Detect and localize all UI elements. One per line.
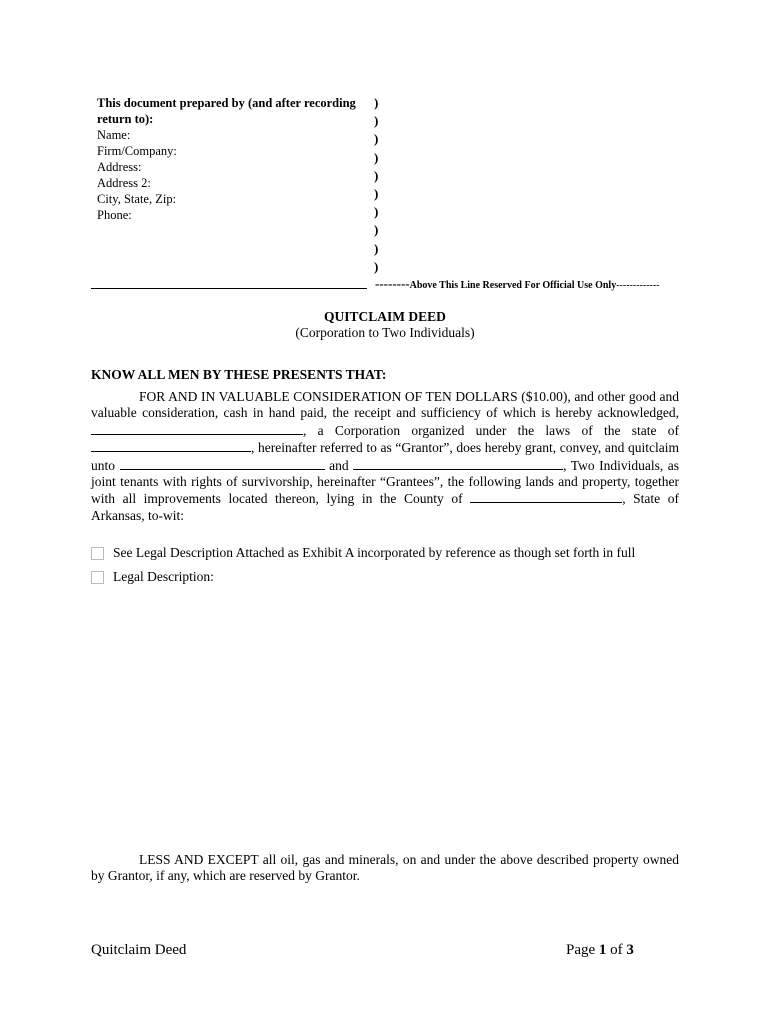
official-use-notice xyxy=(375,276,660,292)
consideration-text-3: , hereinafter referred to as “Grantor”, does hereby grant, convey, and quitclaim unto xyxy=(91,440,679,473)
legal-description-checkbox[interactable] xyxy=(91,571,104,584)
county-blank[interactable] xyxy=(470,490,622,503)
consideration-text-1: FOR AND IN VALUABLE CONSIDERATION OF TEN DOLLARS ($10.00), and other good and valuable consideration, cash in hand paid, the receipt and sufficiency of which is hereby acknowledged, xyxy=(91,389,679,421)
page-total: 3 xyxy=(626,942,634,958)
paren: ) xyxy=(374,186,379,202)
consideration-paragraph xyxy=(91,389,679,524)
paren: ) xyxy=(374,258,379,274)
paren: ) xyxy=(374,149,379,165)
preparer-firm-label: Firm/Company: xyxy=(97,144,177,158)
page-subtitle: (Corporation to Two Individuals) xyxy=(295,325,475,340)
preparer-phone-label: Phone: xyxy=(97,208,132,222)
paren-column xyxy=(374,94,384,276)
preparer-block xyxy=(97,95,369,223)
exhibit-option-row xyxy=(91,545,635,561)
official-use-text: Above This Line Reserved For Official Use Only xyxy=(409,280,617,291)
page-title: QUITCLAIM DEED xyxy=(324,309,446,324)
paren: ) xyxy=(374,113,379,129)
page-of: of xyxy=(610,942,623,958)
consideration-text-6: , State of Arkansas, to-wit: xyxy=(91,491,679,523)
recording-divider-line xyxy=(91,288,367,289)
consideration-text-5: , Two Individuals, as joint tenants with rights of survivorship, hereinafter “Grantees”, the following lands and property, together with all improvements located thereon, lying in the County of xyxy=(91,457,679,507)
legal-description-label: Legal Description: xyxy=(113,569,214,584)
paren: ) xyxy=(374,131,379,147)
dashes-right: ------------- xyxy=(616,280,660,291)
paren: ) xyxy=(374,222,379,238)
preparer-address2-label: Address 2: xyxy=(97,176,151,190)
paren: ) xyxy=(374,167,379,183)
exhibit-option-label: See Legal Description Attached as Exhibit A incorporated by reference as though set forth in full xyxy=(113,545,636,560)
preparer-name-label: Name: xyxy=(97,128,131,142)
preparer-address-label: Address: xyxy=(97,160,142,174)
paren: ) xyxy=(374,204,379,220)
consideration-text-2: , a Corporation organized under the laws of the state of xyxy=(303,422,679,438)
consideration-text-4: and xyxy=(329,457,349,473)
legal-description-row xyxy=(91,569,214,585)
footer-page-number xyxy=(566,942,634,959)
preparer-city-label: City, State, Zip: xyxy=(97,192,177,206)
less-except-paragraph xyxy=(91,852,679,885)
grantor-name-blank[interactable] xyxy=(91,422,303,435)
grantee2-name-blank[interactable] xyxy=(353,457,563,470)
grantee1-name-blank[interactable] xyxy=(120,457,325,470)
paren: ) xyxy=(374,95,379,110)
paren: ) xyxy=(374,240,379,256)
page-prefix: Page xyxy=(566,942,596,958)
dashes-left: -------- xyxy=(375,276,410,291)
page-current: 1 xyxy=(598,942,607,958)
less-except-text: LESS AND EXCEPT all oil, gas and minerals, on and under the above described property owned by Grantor, if any, which are reserved by Grantor. xyxy=(91,852,679,884)
state-of-incorporation-blank[interactable] xyxy=(91,439,251,452)
exhibit-checkbox[interactable] xyxy=(91,547,104,560)
footer-doc-name: Quitclaim Deed xyxy=(91,942,187,958)
preparer-heading: This document prepared by (and after recording return to): xyxy=(97,96,356,126)
know-all-heading: KNOW ALL MEN BY THESE PRESENTS THAT: xyxy=(91,367,387,382)
